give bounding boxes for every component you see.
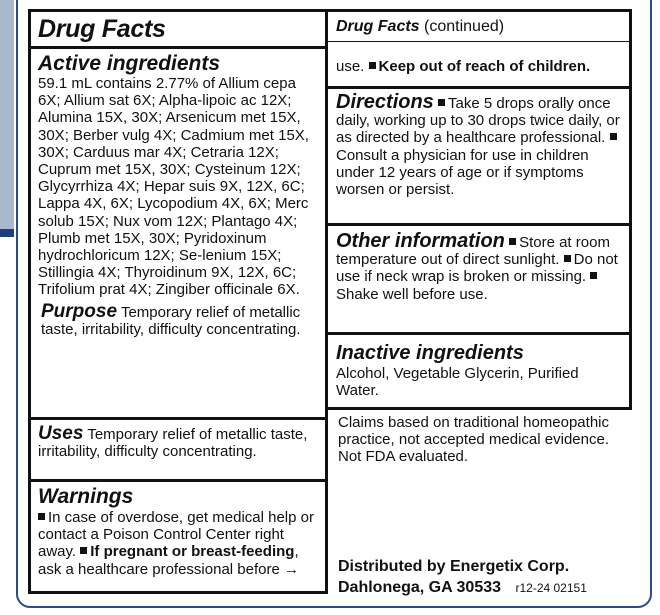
active-ingredients-heading: Active ingredients xyxy=(38,52,221,75)
warning-bullet-2: , ask a healthcare professional before xyxy=(38,543,299,578)
other-bullet-1: Store at room temperature out of direct sunlight. xyxy=(336,234,610,269)
claims-text: Claims based on traditional homeopathic practice, not accepted medical evidence. Not FDA evaluated. xyxy=(338,414,609,466)
purpose-block xyxy=(38,300,318,338)
side-strip xyxy=(0,0,14,235)
bullet-icon xyxy=(564,255,571,262)
warning-pregnant: If pregnant or breast-feeding xyxy=(90,543,295,561)
directions-bullet-1: Take 5 drops orally once daily, working up to 30 drops twice daily, or as directed by a healthcare professional. xyxy=(336,95,620,147)
divider xyxy=(31,479,325,482)
uses-block xyxy=(38,425,318,460)
uses-section xyxy=(31,425,325,460)
purpose-heading: Purpose xyxy=(41,300,118,322)
bullet-icon xyxy=(590,272,597,279)
distributor-address: Dahlonega, GA 30533 xyxy=(338,579,502,596)
bullet-icon xyxy=(80,547,87,554)
bullet-icon xyxy=(369,62,376,69)
bullet-icon xyxy=(38,513,45,520)
warnings-section xyxy=(31,485,325,578)
continued-title: Drug Facts xyxy=(336,18,420,35)
other-info-heading: Other information xyxy=(336,230,505,252)
left-column xyxy=(28,9,328,594)
divider xyxy=(328,41,629,42)
active-ingredients-section xyxy=(31,52,325,338)
active-ingredients-text: 59.1 mL contains 2.77% of Allium cepa 6X; Allium sat 6X; Alpha-lipoic ac 12X; Alumina 15X, 30X; Arsenicum met 15X, 30X; Berber vulg 4X; Cadmium met 15X, 30X; Carduus mar 4X; Cetraria 12X; Cuprum met 15X, 30X; Cysteinum 12X; Glycyrrhiza 4X; Hepar suis 9X, 12X, 6C; Lappa 4X, 6X; Lycopodium 4X, 6X; Merc solub 15X; Nux vom 12X; Plantago 4X; Plumb met 15X, 30X; Pyridoxinum hydrochloricum 12X; Se-lenium 15X; Stillingia 4X; Thyroidinum 9X, 12X, 6C; Trifolium prat 4X; Zingiber officinale 6X. xyxy=(38,75,309,299)
warnings-text xyxy=(38,509,318,578)
bullet-icon xyxy=(610,133,617,140)
other-info-box xyxy=(328,223,632,335)
warning-bullet-1: In case of overdose, get medical help or contact a Poison Control Center right away. xyxy=(38,509,314,561)
drug-facts-title: Drug Facts xyxy=(38,15,166,43)
distributor-section xyxy=(328,557,632,599)
title-section xyxy=(31,15,325,43)
side-strip-accent xyxy=(0,229,14,237)
directions-box xyxy=(328,86,632,226)
inactive-heading: Inactive ingredients xyxy=(336,342,524,364)
directions-text xyxy=(336,91,621,199)
distributor-line-2-wrap xyxy=(338,577,622,599)
continued-header xyxy=(336,16,621,38)
other-bullet-2: Do not use if neck wrap is broken or missing. xyxy=(336,251,618,286)
bullet-icon xyxy=(438,99,445,106)
warnings-heading: Warnings xyxy=(38,485,134,508)
use-fragment: use. xyxy=(336,58,365,75)
divider xyxy=(31,46,325,49)
continued-box xyxy=(328,9,632,89)
directions-bullet-2: Consult a physician for use in children under 12 years of age or if symptoms worsen or persist. xyxy=(336,146,589,199)
other-bullet-3: Shake well before use. xyxy=(336,285,488,303)
drug-facts-panel xyxy=(28,9,632,594)
continued-suffix: (continued) xyxy=(424,18,505,35)
keep-out-line xyxy=(336,58,590,75)
inactive-box xyxy=(328,332,632,410)
directions-heading: Directions xyxy=(336,91,434,113)
divider xyxy=(31,417,325,420)
lot-code: r12-24 02151 xyxy=(515,581,587,595)
purpose-text: Temporary relief of metallic taste, irritability, difficulty concentrating. xyxy=(41,303,301,338)
claims-section xyxy=(328,414,632,466)
right-column xyxy=(328,9,632,594)
keep-out-text: Keep out of reach of children. xyxy=(378,58,591,75)
uses-heading: Uses xyxy=(38,423,84,444)
inactive-text: Alcohol, Vegetable Glycerin, Purified Water. xyxy=(336,365,579,400)
other-info-text xyxy=(336,230,621,303)
distributor-line-1: Distributed by Energetix Corp. xyxy=(338,558,570,575)
uses-text: Temporary relief of metallic taste, irritability, difficulty concentrating. xyxy=(38,426,308,461)
bullet-icon xyxy=(509,238,516,245)
continue-arrow-icon: → xyxy=(284,560,299,578)
